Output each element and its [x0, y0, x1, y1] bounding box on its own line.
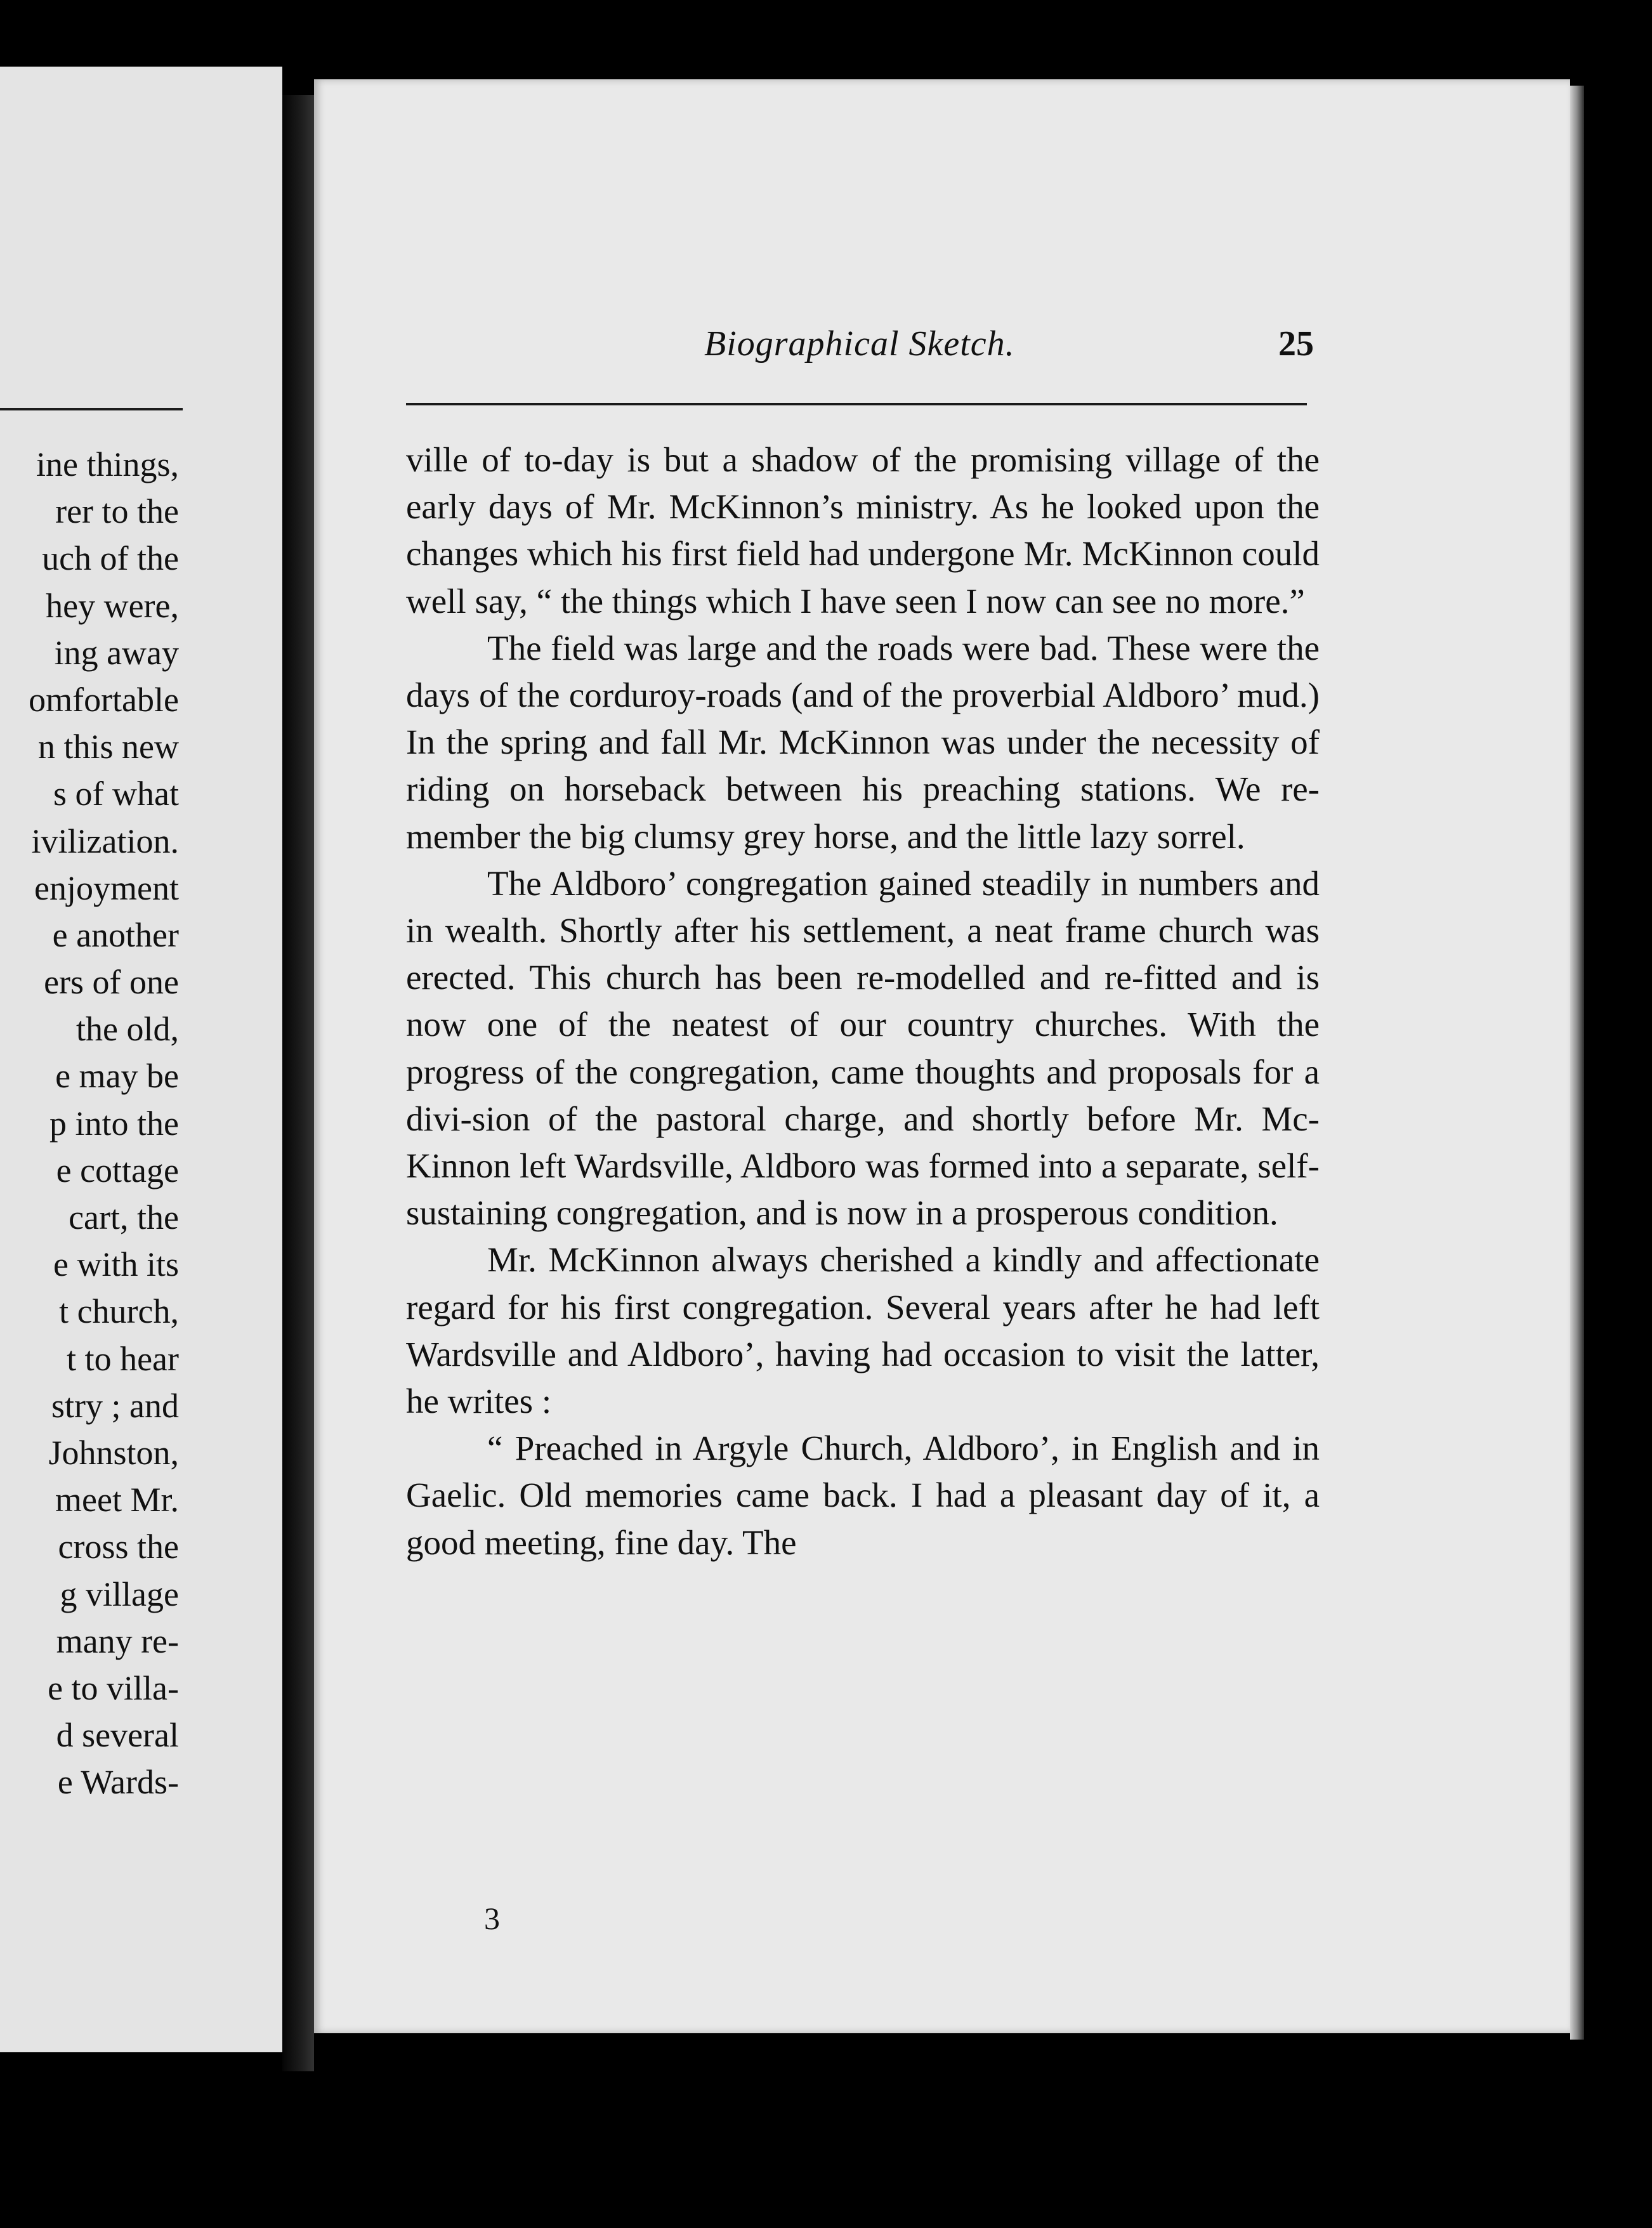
- paragraph: Mr. McKinnon always cherished a kindly and affectionate regard for his first congregation. Several years after he had left Wardsville and Aldboro’, having had occasion to visit the latter, he writes :: [406, 1240, 1320, 1421]
- left-line: meet Mr.: [55, 1481, 179, 1519]
- left-line: s of what: [53, 775, 179, 813]
- page-number: 25: [1278, 324, 1314, 364]
- body-text: [406, 436, 1320, 1566]
- left-line: Johnston,: [48, 1433, 179, 1472]
- left-line: e with its: [53, 1245, 179, 1284]
- left-line: the old,: [76, 1010, 179, 1049]
- left-line: e cottage: [56, 1151, 179, 1189]
- paragraph: “ Preached in Argyle Church, Aldboro’, in English and in Gaelic. Old memories came back. I had a pleasant day of it, a good meeting, fine day. The: [406, 1429, 1320, 1562]
- left-line: hey were,: [46, 586, 179, 625]
- left-line: e to villa-: [48, 1668, 179, 1707]
- left-line: n this new: [38, 728, 179, 766]
- left-line: ers of one: [44, 963, 179, 1002]
- page-header: [314, 324, 1570, 387]
- left-page-text: [0, 441, 179, 1805]
- header-rule: [406, 403, 1307, 405]
- left-line: e may be: [55, 1057, 179, 1096]
- left-line: stry ; and: [51, 1386, 179, 1425]
- left-line: cart, the: [69, 1198, 179, 1236]
- left-line: p into the: [49, 1104, 179, 1143]
- left-line: enjoyment: [34, 868, 179, 907]
- left-line: g village: [60, 1575, 179, 1613]
- left-line: cross the: [58, 1528, 179, 1566]
- left-line: omfortable: [29, 680, 179, 719]
- left-line: ivilization.: [31, 822, 179, 860]
- left-page-rule: [0, 408, 183, 410]
- left-line: ine things,: [36, 445, 179, 483]
- signature-mark: 3: [484, 1901, 500, 1936]
- left-line: e another: [52, 915, 179, 954]
- left-line: many re-: [56, 1622, 179, 1660]
- left-line: e Wards-: [57, 1763, 179, 1802]
- left-line: ing away: [54, 633, 179, 672]
- left-line: t to hear: [67, 1339, 179, 1378]
- left-line: uch of the: [42, 539, 179, 578]
- paragraph: ville of to-day is but a shadow of the promising village of the early days of Mr. McKinnon’s ministry. As he looked upon the changes which his first field had undergone Mr. McKinnon could well say, “ the things which I have seen I now can see no more.”: [406, 440, 1320, 620]
- book-gutter: [282, 95, 314, 2071]
- left-line: t church,: [59, 1292, 179, 1331]
- left-line: rer to the: [55, 492, 179, 531]
- page-edge: [1570, 86, 1584, 2040]
- running-head: Biographical Sketch.: [704, 324, 1015, 364]
- left-page: [0, 67, 282, 2052]
- left-line: d several: [56, 1716, 179, 1755]
- right-page: [314, 79, 1570, 2033]
- paragraph: The field was large and the roads were bad. These were the days of the corduroy-roads (and of the proverbial Aldboro’ mud.) In the spring and fall Mr. McKinnon was under the necessity of riding on horseback between his preaching stations. We re-member the big clumsy grey horse, and the little lazy sorrel.: [406, 628, 1320, 856]
- paragraph: The Aldboro’ congregation gained steadily in numbers and in wealth. Shortly after his settlement, a neat frame church was erected. This church has been re-modelled and re-fitted and is now one of the neatest of our country churches. With the progress of the congregation, came thoughts and proposals for a divi-sion of the pastoral charge, and shortly before Mr. Mc-Kinnon left Wardsville, Aldboro was formed into a separate, self-sustaining congregation, and is now in a prosperous condition.: [406, 863, 1320, 1233]
